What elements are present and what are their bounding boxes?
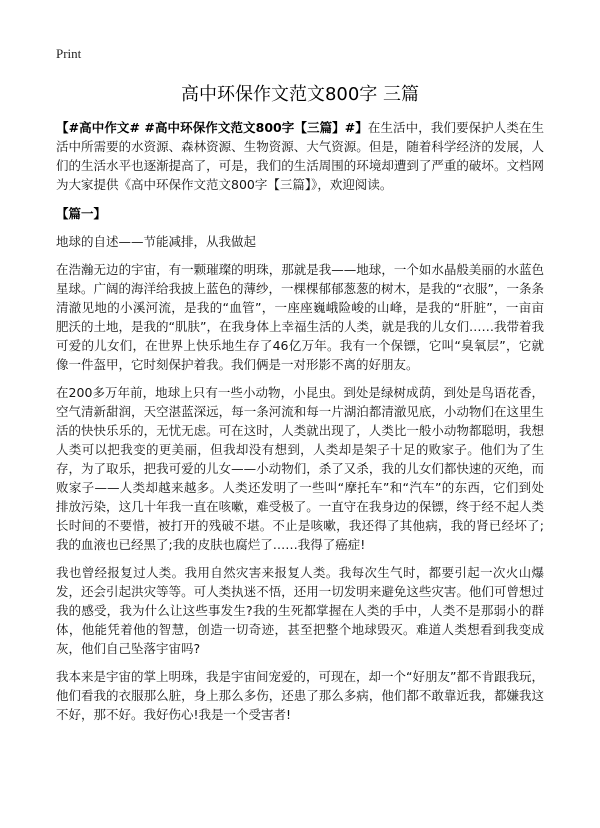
article-body [56,118,544,733]
paragraph-2: 在200多万年前，地球上只有一些小动物，小昆虫。到处是绿树成荫，到处是鸟语花香，空气清新甜润，天空湛蓝深远，每一条河流和每一片湖泊都清澈见底，小动物们在这里生活的快快乐乐的，无忧无虑。可在这时，人类就出现了，人类比一般小动物都聪明，我想人类可以把我变的更美丽，但我却没有想到，人类却是架子十足的败家子。他们为了生存，为了取乐，把我可爱的儿女——小动物们，杀了又杀，我的儿女们都快速的灭绝，而败家子——人类却越来越多。人类还发明了一些叫“摩托车”和“汽车”的东西，它们到处排放污染，这几十年我一直在咳嗽，难受极了。一直守在我身边的保镖，终于经不起人类长时间的不要惜，被打开的残破不堪。不止是咳嗽，我还得了其他病，我的肾已经坏了;我的血液也已经黑了;我的皮肤也腐烂了……我得了癌症! [56,385,544,552]
print-link[interactable]: Print [56,46,82,61]
paragraph-3: 我也曾经报复过人类。我用自然灾害来报复人类。我每次生气时，都要引起一次火山爆发，还会引起洪灾等等。可人类执迷不悟，还用一切发明来避免这些灾害。他们可曾想过我的感受，我为什么让这些事发生?我的生死都掌握在人类的手中，人类不是那弱小的群体，他能凭着他的智慧，创造一切奇迹，甚至把整个地球毁灭。难道人类想看到我变成灰，他们自己坠落宇宙吗? [56,565,544,656]
paragraph-1: 在浩瀚无边的宇宙，有一颗璀璨的明珠，那就是我——地球，一个如水晶般美丽的水蓝色星球。广阔的海洋给我披上蓝色的薄纱，一棵棵郁郁葱葱的树木，是我的“衣服”，一条条清澈见地的小溪河流，是我的“血管”，一座座巍峨险峻的山峰，是我的“肝脏”，一亩亩肥沃的土地，是我的“肌肤”，在我身体上幸福生活的人类，就是我的儿女们……我带着我可爱的儿女们，在世界上快乐地生存了46亿万年。我有一个保镖，它叫“臭氧层”，它就像一件盔甲，它时刻保护着我。我们俩是一对形影不离的好朋友。 [56,262,544,372]
paragraph-4: 我本来是宇宙的掌上明珠，我是宇宙间宠爱的，可现在，却一个“好朋友”都不肯跟我玩，他们看我的衣服那么脏，身上那么多伤，还患了那么多病，他们都不敢靠近我，都嫌我这不好，那不好。我好伤心!我是一个受害者! [56,669,544,722]
essay-subtitle: 地球的自述——节能减排，从我做起 [56,234,257,249]
page-title: 高中环保作文范文800字 三篇 [180,84,420,105]
section-heading: 【篇一】 [56,206,107,221]
intro-paragraph [56,118,544,194]
intro-tag: 【#高中作文# #高中环保作文范文800字【三篇】#】 [56,120,368,135]
intro-text: 在生活中，我们要保护人类在生活中所需要的水资源、森林资源、生物资源、大气资源。但是，随着科学经济的发展，人们的生活水平也逐渐提高了，可是，我们的生活周围的环境却遭到了严重的破坏。文档网为大家提供《高中环保作文范文800字【三篇】》，欢迎阅读。 [56,120,544,192]
